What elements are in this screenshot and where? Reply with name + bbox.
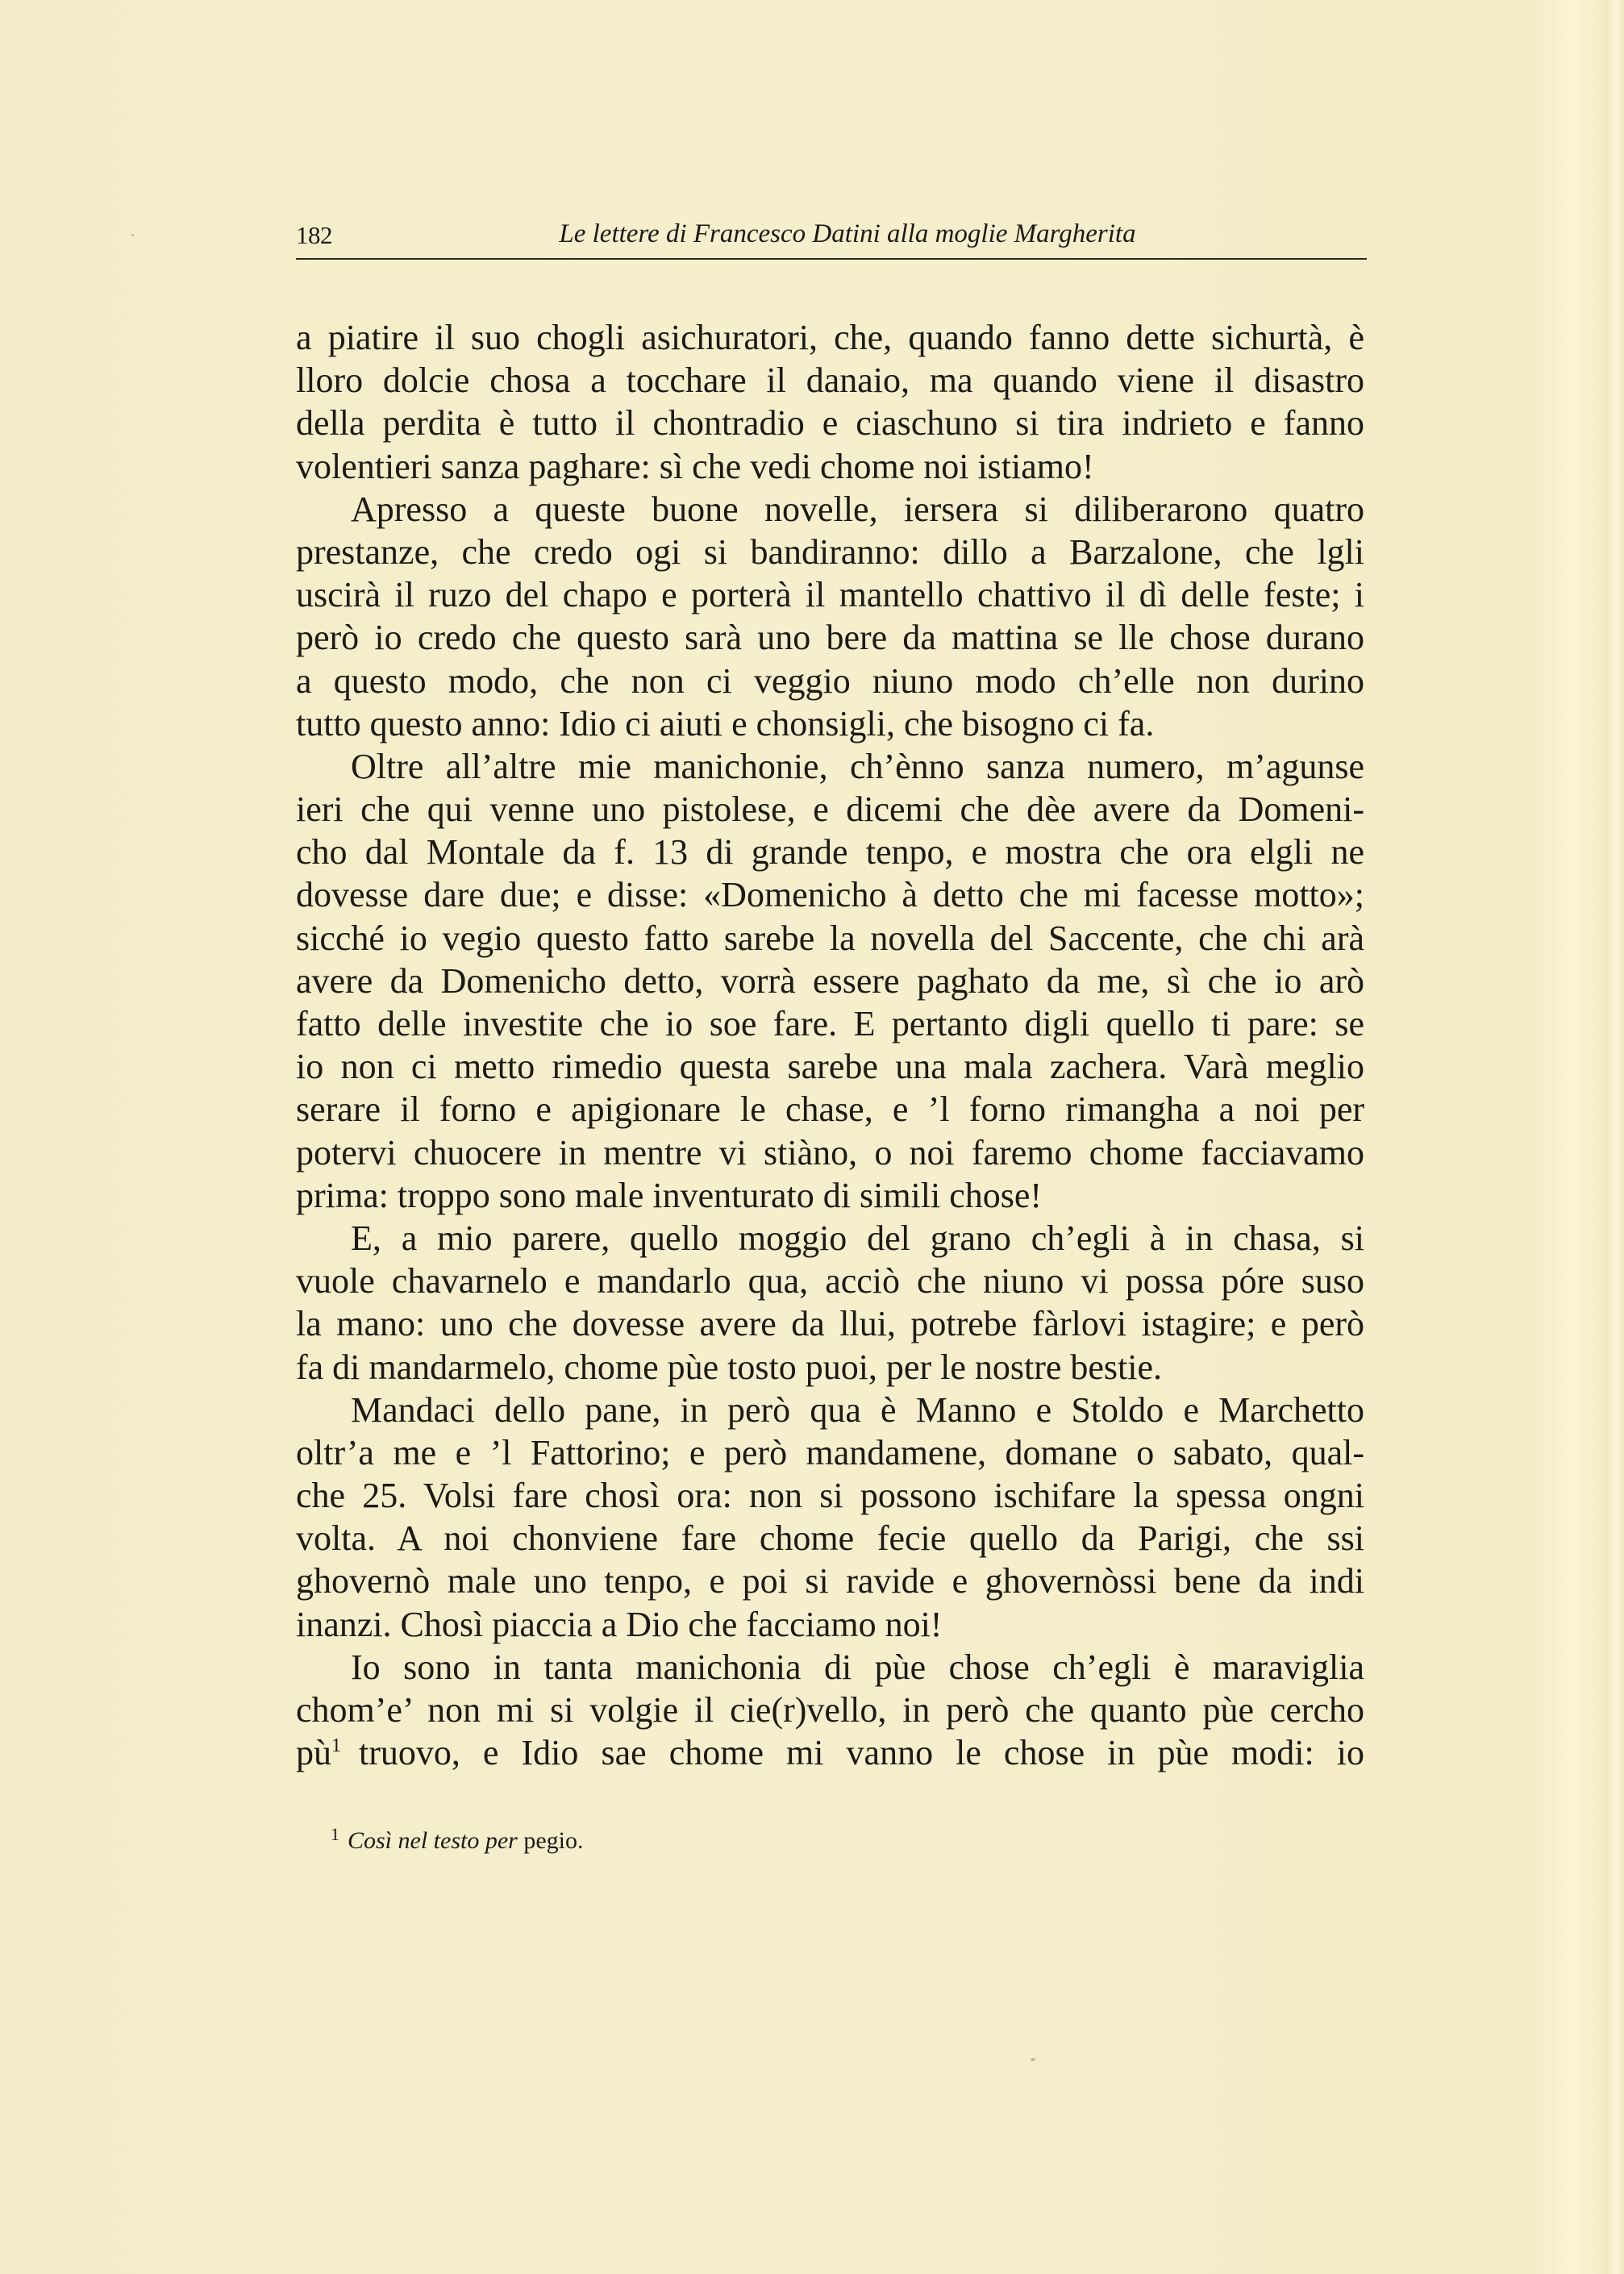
text-line: la mano: uno che dovesse avere da llui, potrebe fàrlovi istagire; e però [296,1304,1364,1344]
text-line: Oltre all’altre mie manichonie, ch’ènno sanza numero, m’agunse [351,746,1364,786]
text-line: uscirà il ruzo del chapo e porterà il mantello chattivo il dì delle feste; i [296,575,1364,615]
text-line: che 25. Volsi fare chosì ora: non si possono ischifare la spessa ongni [296,1476,1364,1516]
text-line-with-footnote [296,1731,1364,1774]
text-line: Io sono in tanta manichonia di pùe chose ch’egli è maraviglia [351,1647,1364,1687]
footnote-reference[interactable]: 1 [331,1735,341,1757]
text-line: vuole chavarnelo e mandarlo qua, acciò che niuno vi possa póre suso [296,1261,1364,1302]
running-title: Le lettere di Francesco Datini alla moglie Margherita [559,219,1136,248]
text-line: della perdita è tutto il chontradio e ciaschuno si tira indrieto e fanno [296,403,1364,444]
text-line: oltr’a me e ’l Fattorino; e però mandamene, domane o sabato, qual- [296,1432,1364,1472]
text-fragment: truovo, e Idio sae chome mi vanno le chose in pùe modi: io [359,1733,1364,1773]
text-line: sicché io vegio questo fatto sarebe la novella del Saccente, che chi arà [296,918,1364,958]
text-line: fatto delle investite che io soe fare. E pertanto digli quello ti pare: se [296,1004,1364,1043]
paper-speck [1031,2058,1035,2061]
text-line: E, a mio parere, quello moggio del grano ch’egli à in chasa, si [351,1218,1364,1258]
page-number: 182 [296,221,332,249]
paper-speck [131,234,134,236]
text-line: serare il forno e apigionare le chase, e ’l forno rimangha a noi per [296,1089,1364,1130]
text-line: potervi chuocere in mentre vi stiàno, o noi faremo chome facciavamo [296,1132,1364,1172]
running-header [296,216,1367,258]
header-rule [296,258,1367,260]
letter-body [296,316,1364,1774]
text-line: cho dal Montale da f. 13 di grande tenpo, e mostra che ora elgli ne [296,832,1364,873]
footnote-number: 1 [331,1824,339,1844]
text-line: a questo modo, che non ci veggio niuno modo ch’elle non durino [296,660,1364,701]
text-line: prima: troppo sono male inventurato di simili chose! [296,1175,1043,1215]
text-line: ieri che qui venne uno pistolese, e dicemi che dèe avere da Domeni- [296,789,1364,830]
text-line: avere da Domenicho detto, vorrà essere paghato da me, sì che io arò [296,960,1364,1001]
text-line: inanzi. Chosì piaccia a Dio che facciamo noi! [296,1604,943,1644]
text-word: pù [296,1733,331,1773]
text-line: io non ci metto rimedio questa sarebe una mala zachera. Varà meglio [296,1047,1364,1087]
text-line: Mandaci dello pane, in però qua è Manno e Stoldo e Marchetto [351,1389,1364,1430]
text-line: tutto questo anno: Idio ci aiuti e chonsigli, che bisogno ci fa. [296,703,1155,743]
text-line: chom’e’ non mi si volgie il cie(r)vello, in però che quanto pùe cercho [296,1690,1364,1730]
text-line: volta. A noi chonviene fare chome fecie quello da Parigi, che ssi [296,1518,1364,1559]
text-line: volentieri sanza paghare: sì che vedi chome noi istiamo! [296,446,1094,486]
footnote [331,1824,583,1855]
text-line: però io credo che questo sarà uno bere da mattina se lle chose durano [296,618,1364,658]
page-edge [1605,0,1624,2274]
text-line: prestanze, che credo ogi si bandiranno: dillo a Barzalone, che lgli [296,531,1364,572]
text-fragment [296,1731,341,1774]
text-line: a piatire il suo chogli asichuratori, che, quando fanno dette sichurtà, è [296,318,1364,357]
footnote-italic-text: Così nel testo per [348,1827,518,1854]
text-line: fa di mandarmelo, chome pùe tosto puoi, per le nostre bestie. [296,1347,1163,1387]
footnote-roman-text: pegio. [523,1827,584,1854]
text-line: ghovernò male uno tenpo, e poi si ravide e ghovernòssi bene da indi [296,1561,1364,1601]
text-line: Apresso a queste buone novelle, iersera si diliberarono quatro [351,489,1364,529]
text-line: dovesse dare due; e disse: «Domenicho à detto che mi facesse motto»; [296,875,1364,915]
text-line: lloro dolcie chosa a tocchare il danaio, ma quando viene il disastro [296,360,1364,401]
